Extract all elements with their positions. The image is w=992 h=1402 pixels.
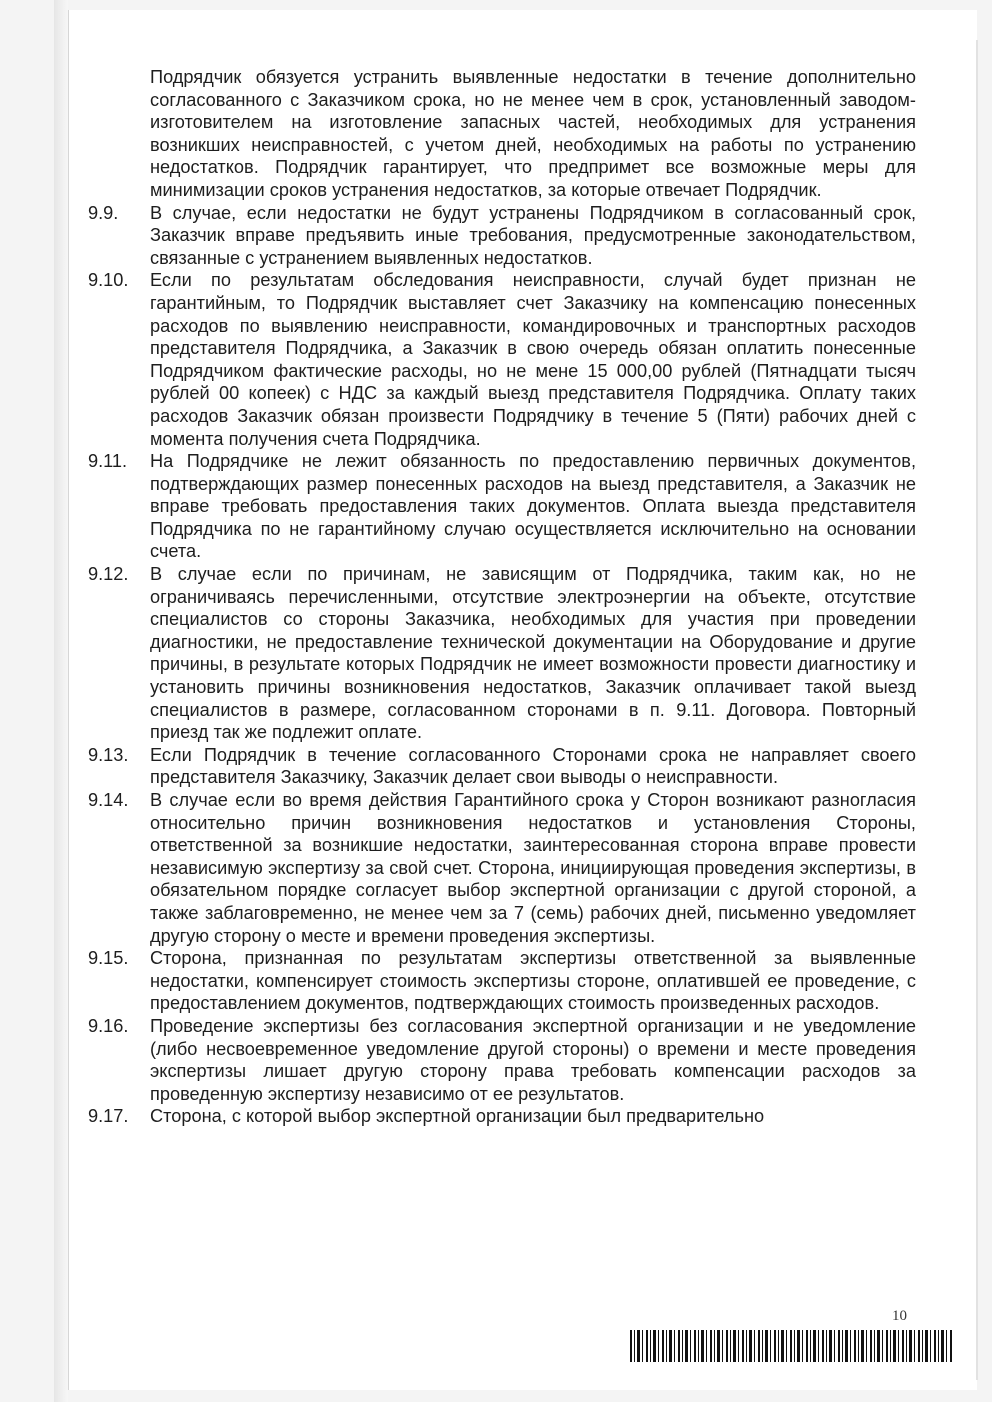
clause-number: 9.14. [88, 790, 129, 810]
binding-shadow [54, 0, 68, 1402]
clause-9-13 [88, 744, 916, 789]
clause-number: 9.13. [88, 744, 129, 765]
clause-number: 9.15. [88, 948, 129, 969]
clause-text: На Подрядчике не лежит обязанность по предоставлению первичных документов, подтверждающих размер понесенных расходов на выезд представителя, а Заказчик не вправе требовать предоставления таких документов. Оплата выезда представителя Подрядчика по не гарантийному случаю осуществляется исключительно на основании счета. [150, 451, 916, 562]
clause-text: В случае если по причинам, не зависящим от Подрядчика, таким как, но не ограничиваясь перечисленными, отсутствие электроэнергии на объекте, отсутствие специалистов со стороны Заказчика, необходимых для участия при проведении диагностики, не предоставление технической документации на Оборудование и другие причины, в результате которых Подрядчик не имеет возможности провести диагностику и установить причины возникновения недостатков, Заказчик оплачивает такой выезд специалистов в размере, согласованном сторонами в п. 9.11. Договора. Повторный приезд так же подлежит оплате. [150, 564, 916, 743]
barcode [630, 1330, 954, 1362]
clause-number: 9.10. [88, 270, 129, 291]
document-body [88, 66, 916, 1128]
clause-9-17 [88, 1105, 916, 1128]
page-number: 10 [892, 1308, 907, 1324]
clause-text: Проведение экспертизы без согласования экспертной организации и не уведомление (либо несвоевременное уведомление другой стороны) о времени и месте проведения экспертизы лишает другую сторону права требовать компенсации расходов за проведенную экспертизу независимо от ее результатов. [150, 1015, 916, 1104]
clause-number: 9.9. [88, 202, 119, 223]
clause-9-14 [88, 789, 916, 947]
clause-9-16 [88, 1015, 916, 1105]
clause-text: Сторона, признанная по результатам экспертизы ответственной за выявленные недостатки, компенсирует стоимость экспертизы стороне, оплатившей ее проведение, с предоставлением документов, подтверждающих стоимость произведенных расходов. [150, 948, 916, 1014]
clause-text: Если по результатам обследования неисправности, случай будет признан не гарантийным, то Подрядчик выставляет счет Заказчику на компенсацию понесенных расходов по выявлению неисправности, командировочных и транспортных расходов представителя Подрядчика, а Заказчик в свою очередь обязан оплатить понесенные Подрядчиком фактические расходы, но не мене 15 000,00 рублей (Пятнадцати тысяч рублей 00 копеек) с НДС за каждый выезд представителя Подрядчика. Оплату таких расходов Заказчик обязан произвести Подрядчику в течение 5 (Пяти) рабочих дней с момента получения счета Подрядчика. [150, 270, 916, 449]
clause-number: 9.11. [88, 451, 128, 472]
clause-text: В случае, если недостатки не будут устранены Подрядчиком в согласованный срок, Заказчик вправе предъявить иные требования, предусмотренные законодательством, связанные с устранением выявленных недостатков. [150, 202, 916, 268]
clause-number: 9.16. [88, 1015, 129, 1036]
clause-text: Сторона, с которой выбор экспертной организации был предварительно [150, 1106, 765, 1127]
clause-number: 9.17. [88, 1106, 129, 1127]
clause-text: Подрядчик обязуется устранить выявленные недостатки в течение дополнительно согласованного с Заказчиком срока, но не менее чем в срок, установленный заводом-изготовителем на изготовление запасных частей, необходимых для устранения возникших неисправностей, с учетом дней, необходимых на работы по устранению недостатков. Подрядчик гарантирует, что предпримет все возможные меры для минимизации сроков устранения недостатков, за которые отвечает Подрядчик. [150, 67, 916, 200]
clause-9-9 [88, 202, 916, 270]
clause-9-15 [88, 947, 916, 1015]
clause-number [88, 66, 150, 202]
clause-9-10 [88, 269, 916, 450]
clause-9-12 [88, 563, 916, 744]
clause-9-11 [88, 450, 916, 563]
clause-text: В случае если во время действия Гарантийного срока у Сторон возникают разногласия относительно причин возникновения недостатков и установления Стороны, ответственной за возникшие недостатки, заинтересованная сторона вправе провести независимую экспертизу за свой счет. Сторона, инициирующая проведения экспертизы, в обязательном порядке согласует выбор экспертной организации с другой стороной, а также заблаговременно, не менее чем за 7 (семь) рабочих дней, письменно уведомляет другую сторону о месте и времени проведения экспертизы. [150, 790, 916, 946]
paragraph-continuation [88, 66, 916, 202]
page-edge [976, 40, 978, 1380]
clause-text: Если Подрядчик в течение согласованного Сторонами срока не направляет своего представителя Заказчику, Заказчик делает свои выводы о неисправности. [150, 744, 916, 788]
clause-number: 9.12. [88, 564, 129, 585]
